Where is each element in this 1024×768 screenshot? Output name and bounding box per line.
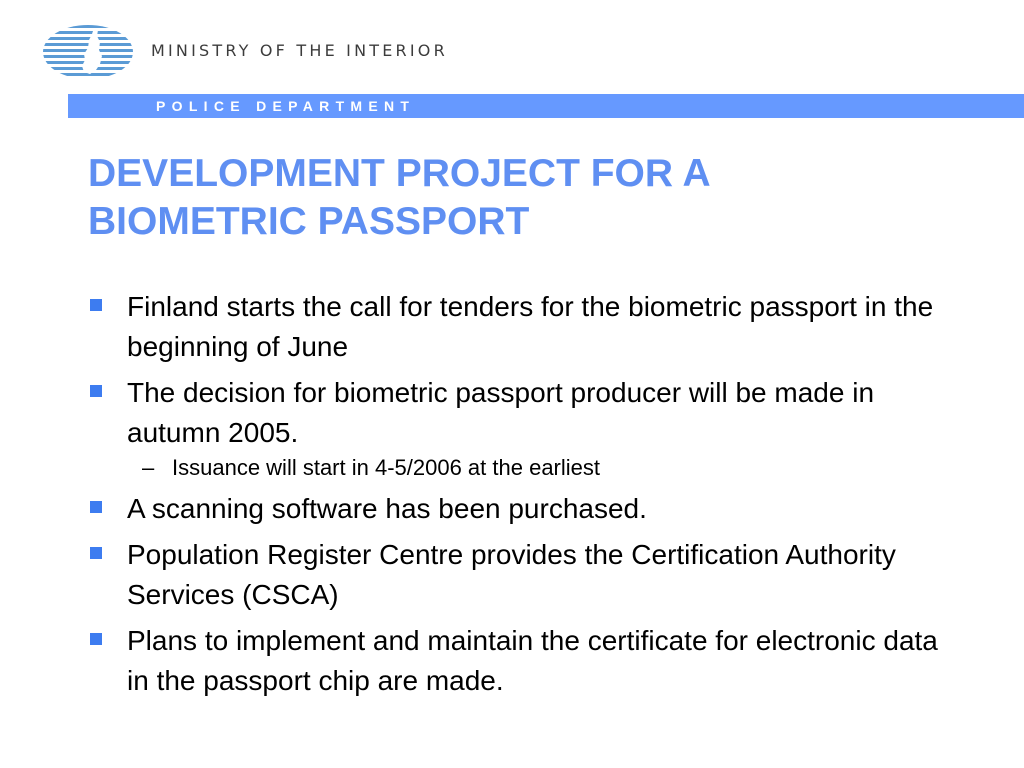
slide-title bbox=[88, 150, 988, 246]
sub-bullet-text: Issuance will start in 4-5/2006 at the earliest bbox=[172, 455, 601, 480]
bullet-item bbox=[86, 621, 946, 701]
bullet-text: The decision for biometric passport producer will be made in autumn 2005. bbox=[127, 377, 875, 448]
bullet-text: Finland starts the call for tenders for the biometric passport in the beginning of June bbox=[127, 291, 934, 362]
ministry-name: MINISTRY OF THE INTERIOR bbox=[151, 41, 448, 60]
title-line-2: BIOMETRIC PASSPORT bbox=[88, 200, 530, 243]
sub-bullet-item bbox=[86, 453, 946, 483]
department-name: POLICE DEPARTMENT bbox=[156, 98, 416, 114]
finland-map-logo-icon bbox=[42, 24, 134, 80]
square-bullet-icon bbox=[90, 385, 102, 397]
bullet-item bbox=[86, 287, 946, 367]
bullet-list bbox=[86, 287, 946, 707]
dash-bullet-icon: – bbox=[142, 455, 155, 480]
bullet-item bbox=[86, 535, 946, 615]
bullet-text: A scanning software has been purchased. bbox=[127, 493, 647, 524]
square-bullet-icon bbox=[90, 299, 102, 311]
title-line-1: DEVELOPMENT PROJECT FOR A bbox=[88, 152, 711, 195]
bullet-item bbox=[86, 489, 946, 529]
square-bullet-icon bbox=[90, 501, 102, 513]
bullet-item bbox=[86, 373, 946, 453]
square-bullet-icon bbox=[90, 547, 102, 559]
bullet-text: Plans to implement and maintain the certificate for electronic data in the passport chip are made. bbox=[127, 625, 938, 696]
bullet-text: Population Register Centre provides the Certification Authority Services (CSCA) bbox=[127, 539, 896, 610]
square-bullet-icon bbox=[90, 633, 102, 645]
